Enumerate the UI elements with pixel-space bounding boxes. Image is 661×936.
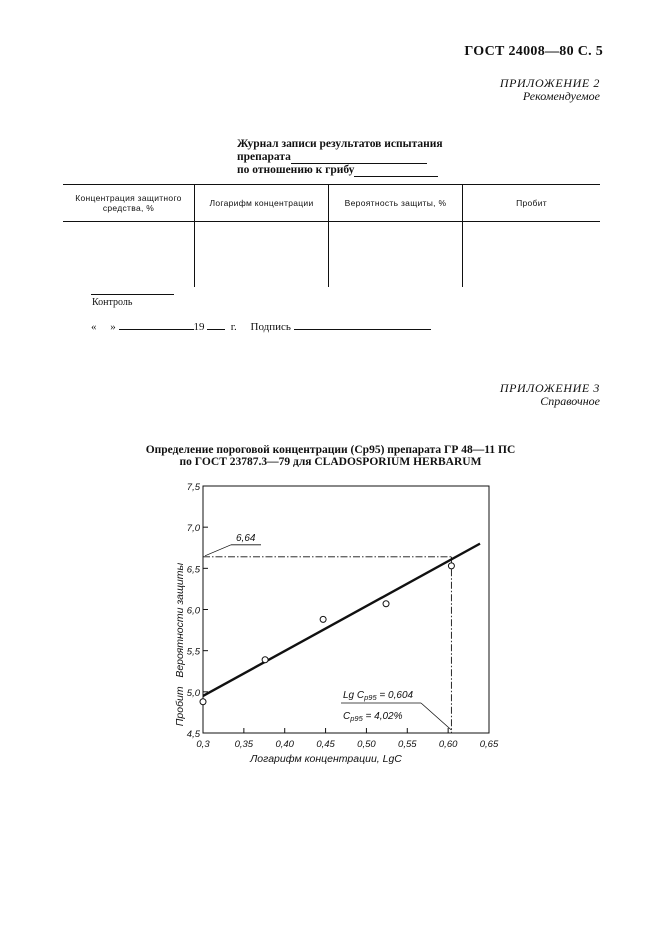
lg-annotation: Lg $C_{p95} = 0,604$ bbox=[343, 690, 414, 702]
signature-label: Подпись bbox=[250, 321, 291, 333]
regression-line bbox=[203, 544, 480, 696]
table-cell bbox=[463, 222, 601, 288]
preparation-blank bbox=[291, 152, 427, 164]
annotation-leader bbox=[421, 703, 451, 730]
probit-value-leader bbox=[205, 545, 231, 556]
quote-open: « bbox=[91, 321, 97, 333]
journal-line-2 bbox=[237, 151, 443, 164]
col-probit: Пробит bbox=[463, 185, 601, 222]
x-tick-label: 0,3 bbox=[196, 739, 210, 750]
appendix-3-subtitle: Справочное bbox=[540, 394, 600, 408]
probit-value-label: 6,64 bbox=[236, 532, 256, 544]
appendix-3-title: ПРИЛОЖЕНИЕ 3 bbox=[499, 381, 600, 395]
x-tick-label: 0,50 bbox=[357, 739, 376, 750]
x-tick-label: 0,55 bbox=[398, 739, 417, 750]
appendix-2-title: ПРИЛОЖЕНИЕ 2 bbox=[499, 76, 600, 90]
month-blank bbox=[119, 318, 194, 330]
journal-line-2-label: препарата bbox=[237, 151, 291, 163]
x-tick-label: 0,40 bbox=[275, 739, 294, 750]
chart-ticks bbox=[187, 482, 499, 750]
journal-table-empty-row bbox=[63, 222, 600, 288]
journal-line-3 bbox=[237, 164, 443, 177]
col-probability: Вероятность защиты, % bbox=[329, 185, 463, 222]
x-tick-label: 0,65 bbox=[479, 739, 499, 750]
col-log-concentration: Логарифм концентрации bbox=[195, 185, 329, 222]
y-axis-label: Пробит Вероятности защиты bbox=[174, 562, 186, 727]
journal-line-1: Журнал записи результатов испытания bbox=[237, 138, 443, 150]
y-tick-label: 7,0 bbox=[186, 523, 200, 535]
quote-close: » bbox=[110, 321, 116, 333]
chart-labels bbox=[174, 533, 451, 765]
y-tick-label: 7,5 bbox=[186, 482, 200, 493]
control-rule bbox=[91, 294, 174, 295]
table-cell bbox=[195, 222, 329, 288]
data-point bbox=[448, 563, 454, 569]
control-label: Контроль bbox=[92, 297, 133, 308]
y-tick-label: 5,0 bbox=[186, 687, 200, 699]
x-tick-label: 0,35 bbox=[234, 739, 254, 750]
col-concentration: Концентрация защитного средства, % bbox=[63, 185, 195, 222]
page-header: ГОСТ 24008—80 С. 5 bbox=[464, 44, 603, 59]
y-tick-label: 5,5 bbox=[186, 646, 200, 658]
cp-annotation: $C_{p95} = 4,02\%$ bbox=[343, 711, 403, 723]
year-prefix: 19 bbox=[193, 321, 205, 333]
chart-title bbox=[0, 444, 661, 468]
y-tick-label: 4,5 bbox=[186, 729, 200, 740]
x-tick-label: 0,60 bbox=[438, 739, 458, 750]
table-cell bbox=[63, 222, 195, 288]
chart-fit bbox=[203, 544, 480, 696]
y-tick-label: 6,5 bbox=[186, 564, 200, 576]
appendix-2-subtitle: Рекомендуемое bbox=[522, 89, 600, 103]
table-cell bbox=[329, 222, 463, 288]
x-tick-label: 0,45 bbox=[316, 739, 335, 750]
x-axis-label: Логарифм концентрации, LgC bbox=[250, 753, 402, 765]
journal-line-3-label: по отношению к грибу bbox=[237, 164, 355, 176]
journal-heading bbox=[237, 138, 443, 177]
data-point bbox=[262, 657, 268, 663]
chart-points bbox=[200, 563, 454, 705]
chart-title-line-1: Определение пороговой концентрации (Ср95) препарата ГР 48—11 ПС bbox=[145, 444, 516, 456]
appendix-3 bbox=[500, 382, 600, 408]
chart-title-line-2: по ГОСТ 23787.3—79 для CLADOSPORIUM HERBARUM bbox=[179, 456, 482, 468]
signature-blank bbox=[294, 318, 431, 330]
y-tick-label: 6,0 bbox=[186, 605, 200, 617]
year-suffix: г. bbox=[230, 321, 237, 333]
journal-table bbox=[63, 184, 600, 287]
data-point bbox=[383, 601, 389, 607]
journal-table-header-row bbox=[63, 185, 600, 222]
chart-guides bbox=[203, 557, 451, 733]
appendix-2 bbox=[500, 77, 600, 103]
probit-chart bbox=[170, 476, 510, 776]
year-blank bbox=[207, 318, 225, 330]
data-point bbox=[200, 699, 206, 705]
signature-line bbox=[91, 318, 431, 333]
data-point bbox=[320, 616, 326, 622]
fungus-blank bbox=[354, 165, 438, 177]
